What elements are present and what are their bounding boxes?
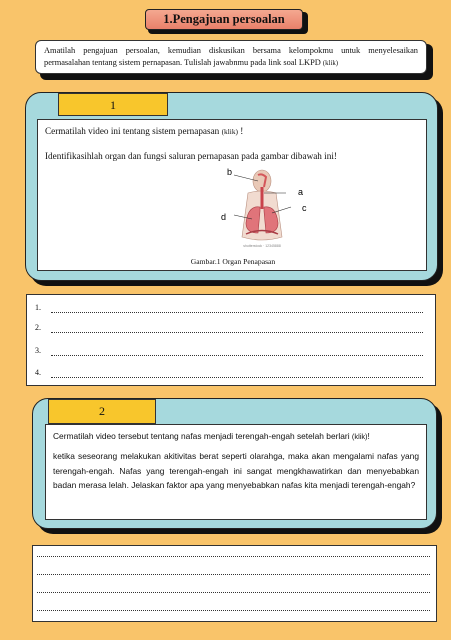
answer1-line-3[interactable] [27,346,435,358]
section2-question-text: Cermatilah video tersebut tentang nafas menjadi terengah-engah setelah berlari [53,431,350,441]
answer1-number-1: 1. [35,303,41,312]
answer1-line-2[interactable] [27,323,435,335]
answer2-line-4[interactable] [37,610,430,611]
intro-link[interactable]: (klik) [322,60,338,67]
answer1-number-2: 2. [35,323,41,332]
answer-box-2 [32,545,437,622]
section1-video-end: ! [237,126,244,136]
label-b: b [227,167,233,177]
section1-video-line [45,125,421,138]
answer1-dots-1 [51,312,423,313]
answer1-number-3: 3. [35,346,41,355]
answer1-dots-4 [51,377,423,378]
answer-box-1 [26,294,436,386]
intro-text: Amatilah pengajuan persoalan, kemudian diskusikan bersama kelompokmu untuk menyelesaikan permasalahan tentang sistem pernapasan. Tulislah jawabnmu pada link soal LKPD [44,46,418,67]
label-c: c [302,203,307,213]
section2-number-tab: 2 [48,399,156,424]
page-title: 1.Pengajuan persoalan [145,9,303,30]
image-watermark: shutterstock · 12345888 [243,244,281,248]
section1-video-link[interactable]: (klik) [221,127,238,136]
answer2-line-2[interactable] [37,574,430,575]
intro-box [35,40,427,74]
respiratory-diagram [188,167,308,249]
answer2-line-3[interactable] [37,592,430,593]
section2-question-end: ! [367,431,370,441]
section1-video-text: Cermatilah video ini tentang sistem pernapasan [45,126,220,136]
section1-number-tab: 1 [58,93,168,116]
section1-instruction: Identifikasihlah organ dan fungsi saluran pernapasan pada gambar dibawah ini! [45,151,337,161]
respiratory-diagram-svg [188,167,308,249]
answer1-dots-3 [51,355,423,356]
section2-paragraph: ketika seseorang melakukan akitivitas berat seperti olarahga, maka akan mengalami nafas yang terengah-engah. Nafas yang terengah-engah ini sangat mengkhawatirkan dan menyebabkan badan merasa lelah. Jelaskan faktor apa yang menyebabkan nafas kita menjadi terengah-engah? [53,451,419,491]
label-a: a [298,187,304,197]
section2-question-line [53,430,425,443]
answer1-dots-2 [51,332,423,333]
trachea [261,187,264,209]
section2-content [45,424,427,520]
answer2-line-1[interactable] [37,556,430,557]
section1-content [37,119,427,271]
answer1-line-1[interactable] [27,303,435,315]
figure-caption: Gambar.1 Organ Penapasan [190,257,276,266]
answer1-line-4[interactable] [27,368,435,380]
section2-video-link[interactable]: (klik) [351,432,368,441]
label-d: d [221,212,227,222]
answer1-number-4: 4. [35,368,41,377]
